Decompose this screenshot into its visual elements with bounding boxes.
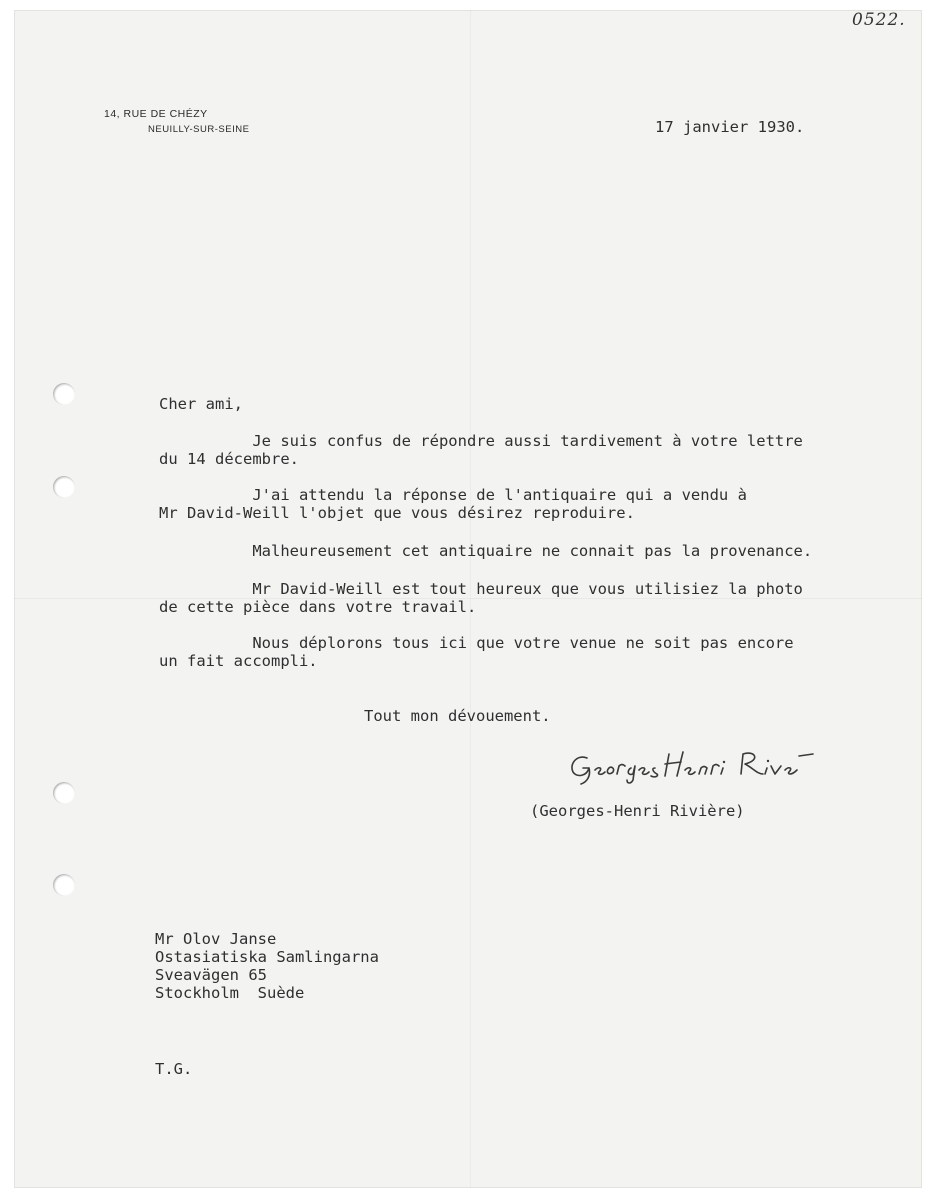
closing: Tout mon dévouement. <box>364 707 551 725</box>
paragraph-1-line-1: Je suis confus de répondre aussi tardivement à votre lettre <box>159 432 803 450</box>
archive-number: 0522. <box>852 10 906 30</box>
paragraph-2-line-2: Mr David-Weill l'objet que vous désirez reproduire. <box>159 504 635 522</box>
paragraph-2-line-1: J'ai attendu la réponse de l'antiquaire qui a vendu à <box>159 486 747 504</box>
paragraph-5-line-2: un fait accompli. <box>159 652 318 670</box>
letterhead-street: 14, RUE DE CHÉZY <box>104 108 208 120</box>
paragraph-1-line-2: du 14 décembre. <box>159 450 299 468</box>
paragraph-5-line-1: Nous déplorons tous ici que votre venue ne soit pas encore <box>159 634 794 652</box>
recipient-institution: Ostasiatiska Samlingarna <box>155 948 379 966</box>
punch-hole-3 <box>53 782 75 804</box>
letterhead-city: NEUILLY-SUR-SEINE <box>148 124 250 135</box>
recipient-street: Sveavägen 65 <box>155 966 267 984</box>
typist-initials: T.G. <box>155 1060 193 1078</box>
typed-signature: (Georges-Henri Rivière) <box>530 802 745 820</box>
paragraph-3-line-1: Malheureusement cet antiquaire ne connait pas la provenance. <box>159 542 813 560</box>
punch-hole-2 <box>53 476 75 498</box>
handwritten-signature <box>565 746 815 788</box>
punch-hole-4 <box>53 874 75 896</box>
paragraph-4-line-1: Mr David-Weill est tout heureux que vous utilisiez la photo <box>159 580 803 598</box>
recipient-city: Stockholm Suède <box>155 984 305 1002</box>
recipient-name: Mr Olov Janse <box>155 930 277 948</box>
signature-text: Georges Henri Rivière <box>565 746 575 747</box>
letter-date: 17 janvier 1930. <box>655 118 805 136</box>
punch-hole-1 <box>53 383 75 405</box>
salutation: Cher ami, <box>159 395 243 413</box>
paragraph-4-line-2: de cette pièce dans votre travail. <box>159 598 477 616</box>
